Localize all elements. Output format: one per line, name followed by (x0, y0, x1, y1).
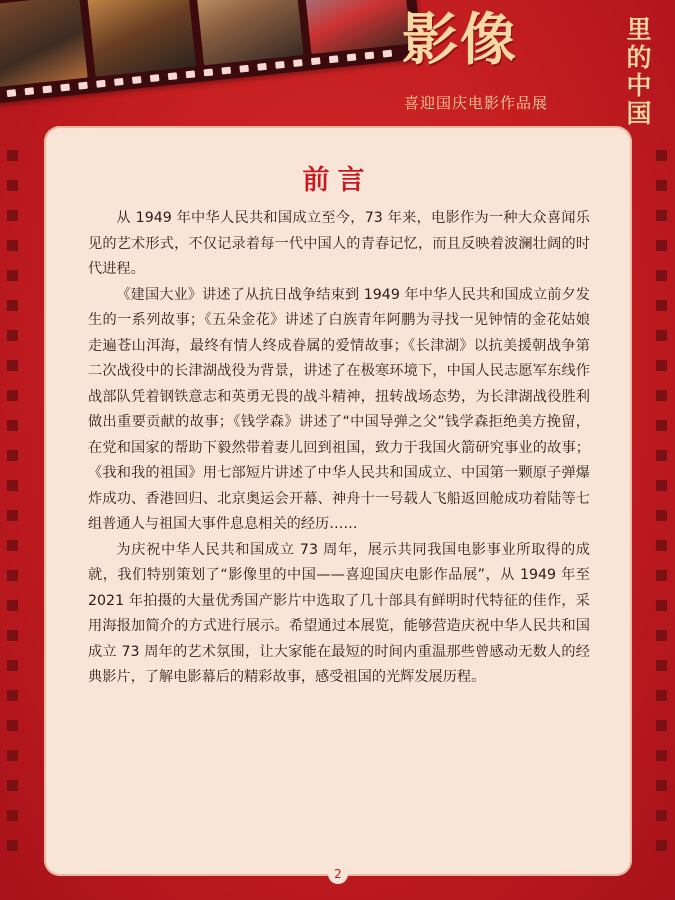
left-film-perforations (7, 150, 19, 851)
preface-body (88, 206, 590, 691)
movie-poster-thumbnail (0, 0, 88, 88)
film-strip-banner (0, 0, 423, 105)
paragraph: 《建国大业》讲述了从抗日战争结束到 1949 年中华人民共和国成立前夕发生的一系列故事；《五朵金花》讲述了白族青年阿鹏为寻找一见钟情的金花姑娘走遍苍山洱海，最终有情人终成眷属的爱情故事；《长津湖》以抗美援朝战争第二次战役中的长津湖战役为背景，讲述了在极寒环境下，中国人民志愿军东线作战部队凭着钢铁意志和英勇无畏的战斗精神，扭转战场态势，为长津湖战役胜利做出重要贡献的故事；《钱学森》讲述了“中国导弹之父”钱学森拒绝美方挽留，在党和国家的帮助下毅然带着妻儿回到祖国，致力于我国火箭研究事业的故事；《我和我的祖国》用七部短片讲述了中华人民共和国成立、中国第一颗原子弹爆炸成功、香港回归、北京奥运会开幕、神舟十一号载人飞船返回舱成功着陆等七组普通人与祖国大事件息息相关的经历…… (88, 286, 590, 532)
movie-poster-thumbnail (303, 0, 411, 54)
paragraph: 为庆祝中华人民共和国成立 73 周年，展示共同我国电影事业所取得的成就，我们特别策划了“影像里的中国——喜迎国庆电影作品展”，从 1949 年至 2021 年拍摄的大量优秀国产影片中选取了几十部具有鲜明时代特征的佳作，采用海报加简介的方式进行展示。希望通过本展览，能够营造庆祝中华人民共和国成立 73 周年的艺术氛围，让大家能在最短的时间内重温那些曾感动无数人的经典影片，了解电影幕后的精彩故事，感受祖国的光辉发展历程。 (88, 541, 590, 685)
paragraph: 从 1949 年中华人民共和国成立至今，73 年来，电影作为一种大众喜闻乐见的艺术形式，不仅记录着每一代中国人的青春记忆，而且反映着波澜壮阔的时代进程。 (88, 210, 590, 277)
page-heading: 前言 (302, 165, 373, 196)
right-film-perforations (656, 150, 668, 851)
exhibition-title-side: 里的中国 (626, 15, 652, 128)
page-number: 2 (328, 864, 348, 884)
exhibition-subtitle: 喜迎国庆电影作品展 (404, 94, 549, 112)
movie-poster-thumbnail (87, 0, 195, 77)
exhibition-title-block (400, 7, 655, 128)
movie-poster-thumbnail (195, 0, 303, 65)
exhibition-title-main: 影像 (402, 7, 518, 73)
